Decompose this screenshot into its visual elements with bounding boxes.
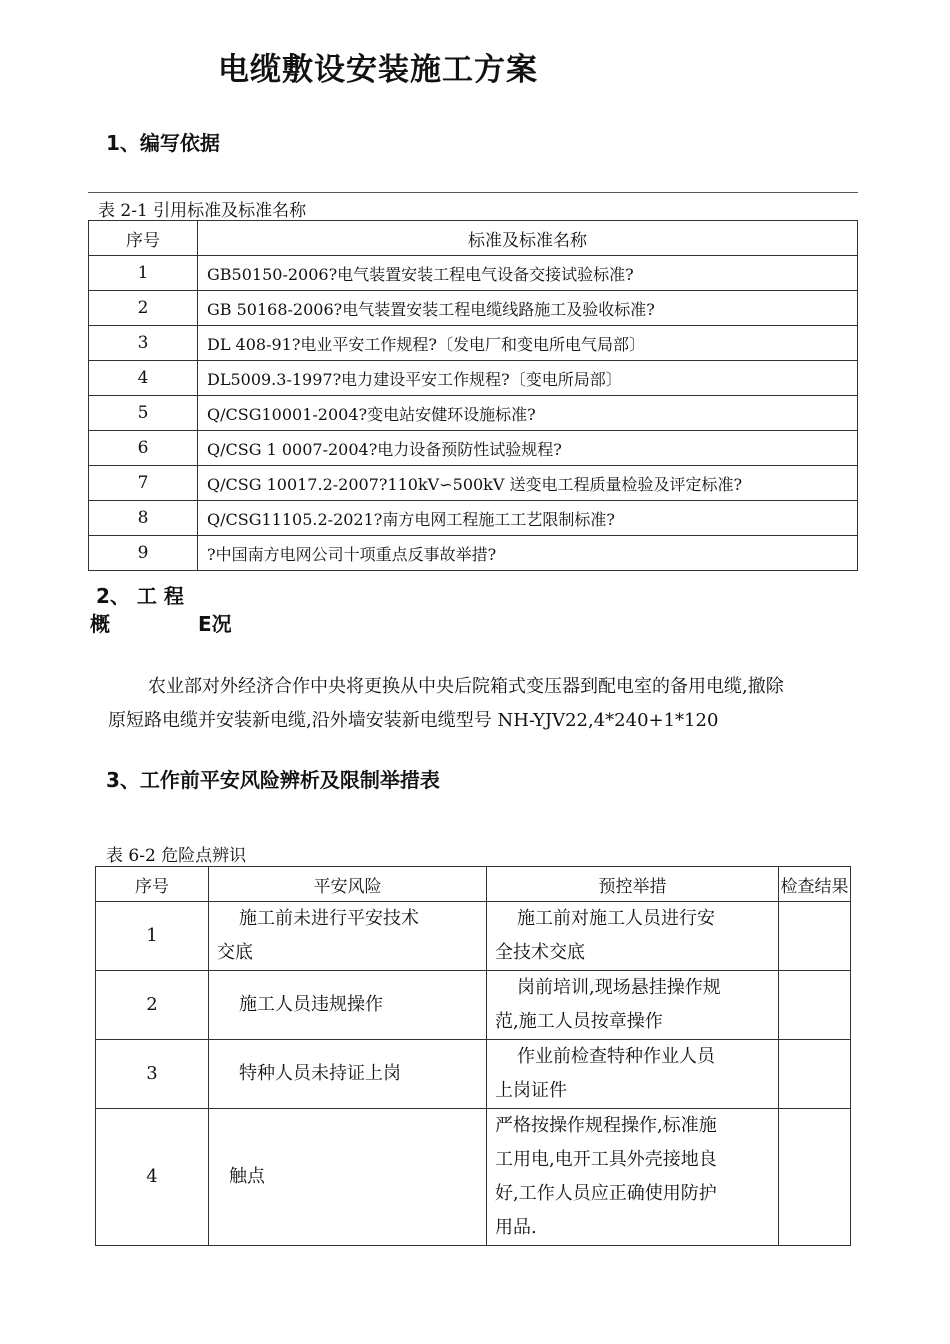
table-row [89,256,858,291]
measure-line: 全技术交底 [495,942,585,963]
risk-cell [209,971,487,1040]
table-row [96,1040,851,1109]
section2-heading: 2、 工 程 [96,584,184,608]
divider [88,192,858,193]
measure-line: 范,施工人员按章操作 [495,1011,663,1032]
standard-name: Q/CSG 10017.2-2007?110kV∽500kV 送变电工程质量检验及评定标准? [198,466,858,501]
project-overview-paragraph [108,670,878,738]
standard-name: Q/CSG10001-2004?变电站安健环设施标准? [198,396,858,431]
standard-name: GB50150-2006?电气装置安装工程电气设备交接试验标准? [198,256,858,291]
row-number: 9 [89,536,198,571]
column-header: 检查结果 [779,867,851,902]
row-number: 2 [89,291,198,326]
risk-table [95,866,851,1246]
row-number: 8 [89,501,198,536]
paragraph-line: 农业部对外经济合作中央将更换从中央后院箱式变压器到配电室的备用电缆,撤除 [148,676,784,697]
table-row [89,466,858,501]
section2-heading-part: 概 [90,612,110,636]
row-number: 3 [96,1040,209,1109]
section1-heading: 1、编写依据 [106,131,220,155]
column-header: 序号 [96,867,209,902]
table-row [89,536,858,571]
standard-name: Q/CSG11105.2-2021?南方电网工程施工工艺限制标准? [198,501,858,536]
table-row [89,431,858,466]
row-number: 2 [96,971,209,1040]
page-title: 电缆敷设安装施工方案 [218,52,538,88]
table1-caption: 表 2-1 引用标准及标准名称 [98,201,307,221]
result-cell [779,902,851,971]
measure-line: 作业前检查特种作业人员 [517,1046,715,1067]
paragraph-line: 原短路电缆并安装新电缆,沿外墙安装新电缆型号 NH-YJV22,4*240+1*120 [108,710,719,731]
result-cell [779,1040,851,1109]
measure-line: 用品. [495,1217,537,1238]
measure-cell [487,902,779,971]
table-row [96,971,851,1040]
table-row [89,396,858,431]
risk-cell [209,1040,487,1109]
column-header: 序号 [89,221,198,256]
risk-cell [209,902,487,971]
row-number: 7 [89,466,198,501]
column-header: 平安风险 [209,867,487,902]
standard-name: DL 408-91?电业平安工作规程?〔发电厂和变电所电气局部〕 [198,326,858,361]
row-number: 3 [89,326,198,361]
column-header: 预控举措 [487,867,779,902]
column-header: 标准及标准名称 [198,221,858,256]
table-row [89,326,858,361]
table-row [89,501,858,536]
measure-cell [487,1040,779,1109]
measure-cell [487,1109,779,1246]
table-row [96,902,851,971]
risk-line: 施工前未进行平安技术 [239,908,419,929]
measure-line: 工用电,电开工具外壳接地良 [495,1149,717,1170]
result-cell [779,971,851,1040]
risk-cell [209,1109,487,1246]
risk-line: 交底 [217,942,253,963]
standards-table [88,220,858,571]
measure-line: 上岗证件 [495,1080,567,1101]
row-number: 1 [89,256,198,291]
row-number: 4 [96,1109,209,1246]
measure-line: 施工前对施工人员进行安 [517,908,715,929]
table-header-row [89,221,858,256]
standard-name: DL5009.3-1997?电力建设平安工作规程?〔变电所局部〕 [198,361,858,396]
standard-name: GB 50168-2006?电气装置安装工程电缆线路施工及验收标准? [198,291,858,326]
measure-line: 好,工作人员应正确使用防护 [495,1183,717,1204]
table-row [96,1109,851,1246]
measure-line: 严格按操作规程操作,标准施 [495,1115,717,1136]
risk-line: 特种人员未持证上岗 [239,1063,401,1084]
risk-line: 施工人员违规操作 [239,994,383,1015]
table-row [89,361,858,396]
row-number: 1 [96,902,209,971]
row-number: 4 [89,361,198,396]
row-number: 6 [89,431,198,466]
result-cell [779,1109,851,1246]
measure-line: 岗前培训,现场悬挂操作规 [517,977,721,998]
section2-heading-part: E况 [198,612,232,636]
risk-line: 触点 [229,1166,265,1187]
section3-heading: 3、工作前平安风险辨析及限制举措表 [106,768,440,792]
row-number: 5 [89,396,198,431]
table-row [89,291,858,326]
standard-name: Q/CSG 1 0007-2004?电力设备预防性试验规程? [198,431,858,466]
measure-cell [487,971,779,1040]
table-header-row [96,867,851,902]
table2-caption: 表 6-2 危险点辨识 [106,846,247,866]
standard-name: ?中国南方电网公司十项重点反事故举措? [198,536,858,571]
